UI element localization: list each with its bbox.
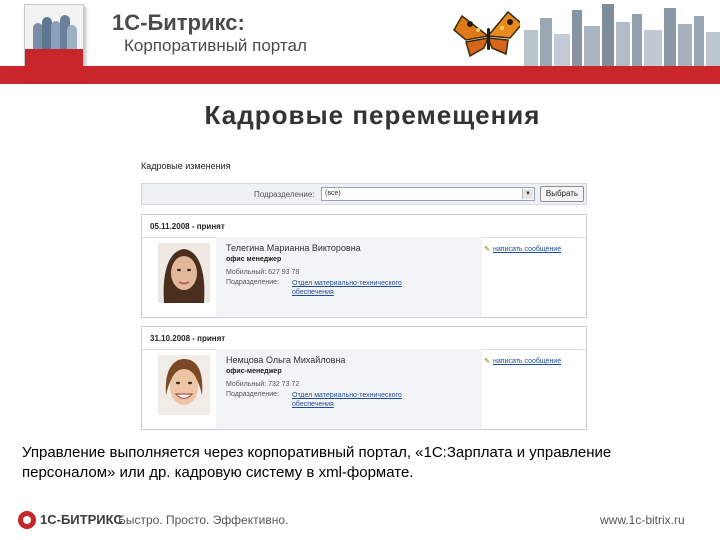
pencil-icon: ✎ [484, 246, 490, 253]
pencil-icon: ✎ [484, 358, 490, 365]
slide-caption: Управление выполняется через корпоративный портал, «1С:Зарплата и управление персоналом» или др. кадровую систему в xml-формате. [22, 444, 612, 481]
product-name: Корпоративный портал [124, 36, 307, 55]
city-skyline-icon [520, 0, 720, 66]
employee-position: офис менеджер [226, 256, 282, 263]
write-message-label: написать сообщение [493, 358, 562, 365]
brand-name: 1С-Битрикс: [112, 10, 245, 35]
employee-photo[interactable] [158, 355, 210, 415]
employee-name[interactable]: Телегина Марианна Викторовна [226, 243, 361, 253]
department-select[interactable] [321, 187, 535, 201]
write-message-link[interactable] [484, 245, 561, 253]
entry-header [142, 327, 586, 350]
footer-brand: 1С-БИТРИКС [40, 512, 123, 527]
employee-position: офис-менеджер [226, 368, 282, 375]
department-label: Подразделение: [226, 391, 279, 398]
slide-title: Кадровые перемещения [204, 100, 541, 130]
slide-header [0, 0, 720, 86]
portal-screenshot [137, 152, 589, 430]
entry-header [142, 215, 586, 238]
entry-date-status: 31.10.2008 - принят [150, 334, 226, 343]
employee-mobile: Мобильный: 732 73 72 [226, 381, 300, 388]
employee-name[interactable]: Немцова Ольга Михайловна [226, 355, 346, 365]
employee-photo[interactable] [158, 243, 210, 303]
department-label: Подразделение: [226, 279, 279, 286]
write-message-label: написать сообщение [493, 246, 562, 253]
hr-entry [141, 326, 587, 430]
footer-tagline: Быстро. Просто. Эффективно. [118, 513, 289, 527]
butterfly-icon [452, 10, 524, 60]
slide-footer [0, 500, 720, 540]
select-button[interactable]: Выбрать [540, 186, 584, 202]
write-message-link[interactable] [484, 357, 561, 365]
header-red-bar [0, 66, 720, 84]
employee-mobile: Мобильный: 627 93 78 [226, 269, 300, 276]
department-select-value: (все) [325, 190, 341, 197]
footer-url: www.1c-bitrix.ru [600, 513, 685, 527]
filter-label: Подразделение: [254, 190, 315, 199]
department-link[interactable]: Отдел материально-технического обеспечения [292, 392, 402, 408]
chevron-down-icon: ▼ [522, 189, 533, 199]
portal-heading: Кадровые изменения [141, 161, 231, 171]
bitrix-logo-icon [18, 511, 36, 529]
department-filter [141, 183, 587, 205]
department-link[interactable]: Отдел материально-технического обеспечения [292, 280, 402, 296]
hr-entry [141, 214, 587, 318]
entry-date-status: 05.11.2008 - принят [150, 222, 225, 231]
